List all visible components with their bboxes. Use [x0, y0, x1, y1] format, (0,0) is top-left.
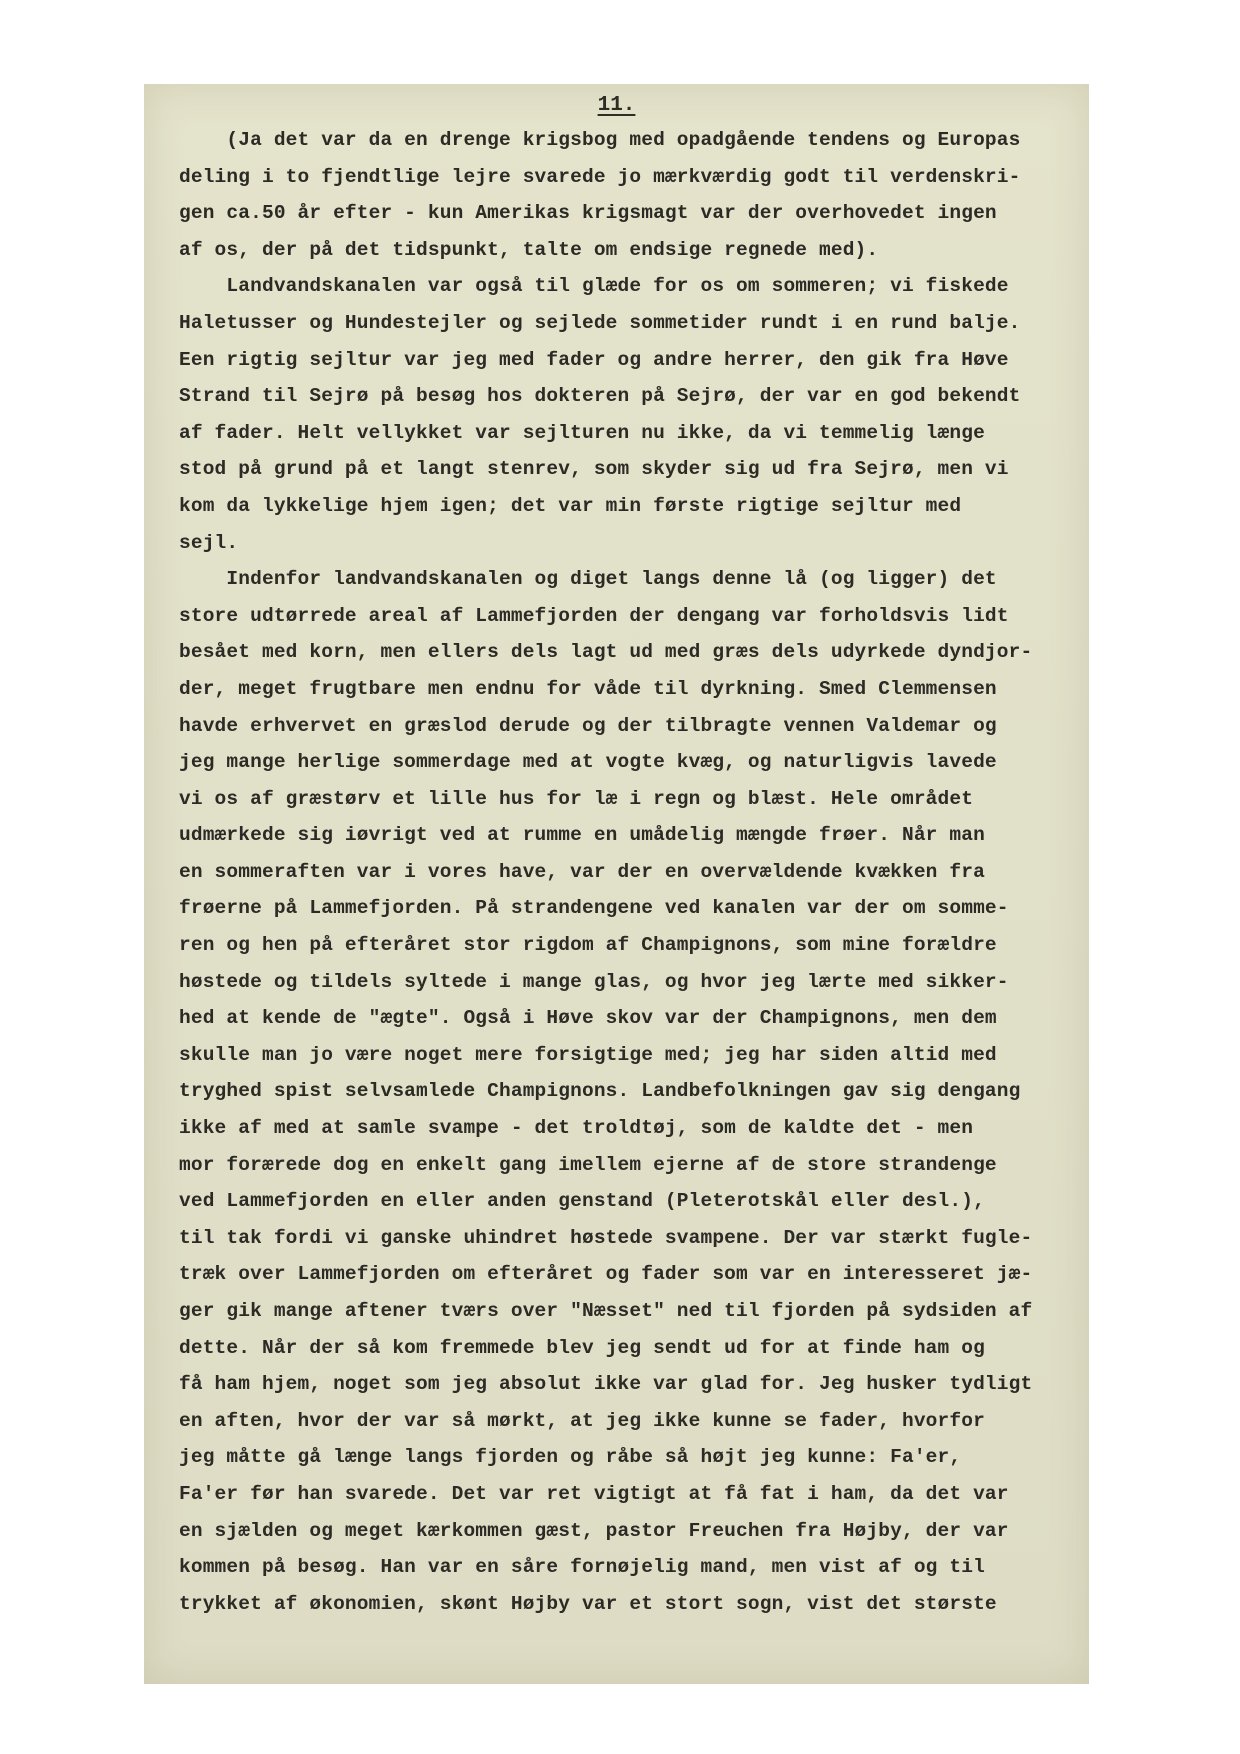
text-line: stod på grund på et langt stenrev, som skyder sig ud fra Sejrø, men vi [179, 458, 1009, 481]
text-line: sejl. [179, 531, 239, 554]
text-line: til tak fordi vi ganske uhindret høstede svampene. Der var stærkt fugle- [179, 1226, 1033, 1249]
text-line: besået med korn, men ellers dels lagt ud med græs dels udyrkede dyndjor- [179, 641, 1033, 664]
text-line: kommen på besøg. Han var en såre fornøjelig mand, men vist af og til [179, 1556, 985, 1579]
text-line: Fa'er før han svarede. Det var ret vigtigt at få fat i ham, da det var [179, 1482, 1009, 1505]
text-line: gen ca.50 år efter - kun Amerikas krigsmagt var der overhovedet ingen [179, 202, 997, 225]
text-line: jeg mange herlige sommerdage med at vogte kvæg, og naturligvis lavede [179, 751, 997, 774]
text-line: der, meget frugtbare men endnu for våde til dyrkning. Smed Clemmensen [179, 677, 997, 700]
text-line: dette. Når der så kom fremmede blev jeg sendt ud for at finde ham og [179, 1336, 985, 1359]
text-line: kom da lykkelige hjem igen; det var min første rigtige sejltur med [179, 494, 962, 517]
text-line: udmærkede sig iøvrigt ved at rumme en umådelig mængde frøer. Når man [179, 824, 985, 847]
text-line: vi os af græstørv et lille hus for læ i regn og blæst. Hele området [179, 787, 974, 810]
text-line: af os, der på det tidspunkt, talte om endsige regnede med). [179, 238, 879, 261]
text-line: Indenfor landvandskanalen og diget langs denne lå (og ligger) det [179, 568, 997, 591]
text-line: ger gik mange aftener tværs over "Næsset" ned til fjorden på sydsiden af [179, 1300, 1033, 1322]
text-line: en aften, hvor der var så mørkt, at jeg ikke kunne se fader, hvorfor [179, 1409, 985, 1432]
text-line: (Ja det var da en drenge krigsbog med opadgående tendens og Europas [179, 129, 1021, 151]
text-line: Haletusser og Hundestejler og sejlede sommetider rundt i en rund balje. [179, 311, 1021, 334]
text-line: frøerne på Lammefjorden. På strandengene ved kanalen var der om somme- [179, 897, 1009, 920]
text-line: Landvandskanalen var også til glæde for os om sommeren; vi fiskede [179, 275, 1009, 298]
text-line: en sommeraften var i vores have, var der en overvældende kvækken fra [179, 860, 985, 883]
text-line: ikke af med at samle svampe - det troldtøj, som de kaldte det - men [179, 1117, 974, 1140]
text-line: tryghed spist selvsamlede Champignons. Landbefolkningen gav sig dengang [179, 1080, 1021, 1103]
text-line: ren og hen på efteråret stor rigdom af Champignons, som mine forældre [179, 934, 997, 957]
text-line: mor forærede dog en enkelt gang imellem ejerne af de store strandenge [179, 1153, 997, 1176]
text-line: store udtørrede areal af Lammefjorden der dengang var forholdsvis lidt [179, 604, 1009, 627]
text-line: Strand til Sejrø på besøg hos dokteren på Sejrø, der var en god bekendt [179, 385, 1021, 408]
text-line: få ham hjem, noget som jeg absolut ikke var glad for. Jeg husker tydligt [179, 1373, 1033, 1396]
text-line: jeg måtte gå længe langs fjorden og råbe så højt jeg kunne: Fa'er, [179, 1446, 962, 1469]
text-line: af fader. Helt vellykket var sejlturen nu ikke, da vi temmelig længe [179, 421, 985, 444]
text-line: havde erhvervet en græslod derude og der tilbragte vennen Valdemar og [179, 714, 997, 737]
text-line: ved Lammefjorden en eller anden genstand (Pleterotskål eller desl.), [179, 1190, 985, 1213]
text-line: træk over Lammefjorden om efteråret og fader som var en interesseret jæ- [179, 1263, 1033, 1286]
text-line: hed at kende de "ægte". Også i Høve skov var der Champignons, men dem [179, 1007, 997, 1030]
body-text [179, 122, 1079, 1622]
typewritten-page [144, 84, 1089, 1684]
page-number: 11. [597, 94, 636, 117]
text-line: en sjælden og meget kærkommen gæst, pastor Freuchen fra Højby, der var [179, 1519, 1009, 1542]
text-line: trykket af økonomien, skønt Højby var et stort sogn, vist det største [179, 1592, 997, 1615]
text-line: Een rigtig sejltur var jeg med fader og andre herrer, den gik fra Høve [179, 348, 1009, 371]
text-line: skulle man jo være noget mere forsigtige med; jeg har siden altid med [179, 1043, 997, 1066]
text-line: høstede og tildels syltede i mange glas, og hvor jeg lærte med sikker- [179, 970, 1009, 993]
text-line: deling i to fjendtlige lejre svarede jo mærkværdig godt til verdenskri- [179, 165, 1021, 188]
